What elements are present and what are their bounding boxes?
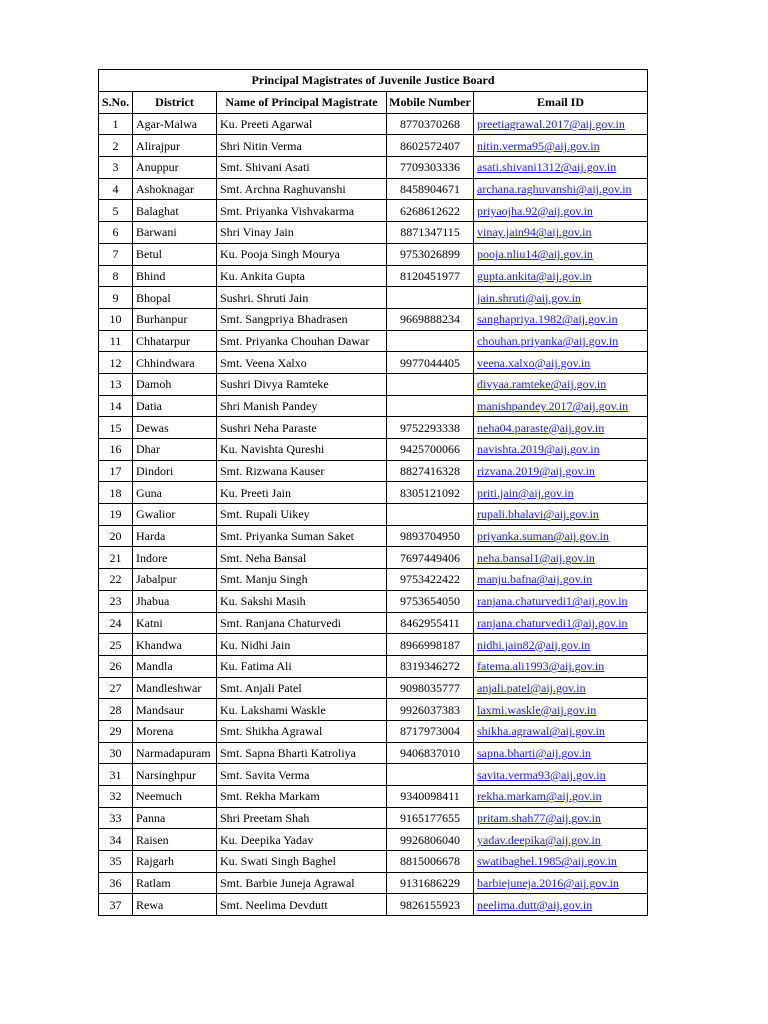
row-magistrate-name: Ku. Sakshi Masih: [217, 590, 387, 612]
table-row: [99, 352, 648, 374]
table-row: [99, 894, 648, 916]
row-district: Burhanpur: [133, 308, 217, 330]
row-email-cell: [474, 178, 648, 200]
row-district: Mandsaur: [133, 699, 217, 721]
email-link[interactable]: manishpandey.2017@aij.gov.in: [477, 398, 629, 413]
row-magistrate-name: Smt. Archna Raghuvanshi: [217, 178, 387, 200]
email-link[interactable]: neelima.dutt@aij.gov.in: [477, 897, 593, 912]
row-magistrate-name: Ku. Pooja Singh Mourya: [217, 243, 387, 265]
row-sno: 7: [99, 243, 133, 265]
row-sno: 37: [99, 894, 133, 916]
row-district: Barwani: [133, 222, 217, 244]
row-mobile-number: 8462955411: [387, 612, 474, 634]
row-email-cell: [474, 634, 648, 656]
row-mobile-number: 9926806040: [387, 829, 474, 851]
row-sno: 5: [99, 200, 133, 222]
row-mobile-number: 8717973004: [387, 720, 474, 742]
row-email-cell: [474, 872, 648, 894]
row-mobile-number: 9098035777: [387, 677, 474, 699]
row-email-cell: [474, 504, 648, 526]
row-district: Balaghat: [133, 200, 217, 222]
email-link[interactable]: gupta.ankita@aij.gov.in: [477, 268, 592, 283]
table-row: [99, 113, 648, 135]
row-sno: 31: [99, 764, 133, 786]
row-email-cell: [474, 222, 648, 244]
row-magistrate-name: Ku. Deepika Yadav: [217, 829, 387, 851]
row-sno: 4: [99, 178, 133, 200]
table-row: [99, 135, 648, 157]
row-sno: 21: [99, 547, 133, 569]
row-sno: 12: [99, 352, 133, 374]
table-row: [99, 373, 648, 395]
magistrates-table: [98, 69, 648, 916]
row-district: Chhatarpur: [133, 330, 217, 352]
table-row: [99, 200, 648, 222]
row-mobile-number: 8827416328: [387, 460, 474, 482]
row-district: Datia: [133, 395, 217, 417]
email-link[interactable]: nitin.verma95@aij.gov.in: [477, 138, 600, 153]
row-district: Dewas: [133, 417, 217, 439]
row-email-cell: [474, 157, 648, 179]
email-link[interactable]: divyaa.ramteke@aij.gov.in: [477, 377, 607, 392]
row-sno: 11: [99, 330, 133, 352]
row-magistrate-name: Smt. Shikha Agrawal: [217, 720, 387, 742]
row-sno: 15: [99, 417, 133, 439]
row-sno: 23: [99, 590, 133, 612]
row-email-cell: [474, 439, 648, 461]
row-district: Ratlam: [133, 872, 217, 894]
email-link[interactable]: swatibaghel.1985@aij.gov.in: [477, 854, 617, 869]
row-magistrate-name: Ku. Ankita Gupta: [217, 265, 387, 287]
row-mobile-number: [387, 395, 474, 417]
email-link[interactable]: savita.verma93@aij.gov.in: [477, 767, 606, 782]
table-row: [99, 157, 648, 179]
table-row: [99, 807, 648, 829]
row-sno: 6: [99, 222, 133, 244]
row-email-cell: [474, 764, 648, 786]
row-district: Raisen: [133, 829, 217, 851]
row-sno: 10: [99, 308, 133, 330]
row-district: Panna: [133, 807, 217, 829]
row-magistrate-name: Smt. Rekha Markam: [217, 786, 387, 808]
row-mobile-number: [387, 764, 474, 786]
email-link[interactable]: vinay.jain94@aij.gov.in: [477, 225, 592, 240]
table-row: [99, 742, 648, 764]
email-link[interactable]: barbiejuneja.2016@aij.gov.in: [477, 876, 619, 891]
table-row: [99, 460, 648, 482]
row-mobile-number: 9165177655: [387, 807, 474, 829]
row-district: Agar-Malwa: [133, 113, 217, 135]
page-title: Principal Magistrates of Juvenile Justice Board: [99, 70, 648, 92]
row-mobile-number: [387, 330, 474, 352]
row-magistrate-name: Ku. Nidhi Jain: [217, 634, 387, 656]
row-district: Bhopal: [133, 287, 217, 309]
table-row: [99, 287, 648, 309]
row-mobile-number: 7709303336: [387, 157, 474, 179]
table-row: [99, 677, 648, 699]
row-sno: 34: [99, 829, 133, 851]
row-district: Khandwa: [133, 634, 217, 656]
row-district: Narsinghpur: [133, 764, 217, 786]
row-email-cell: [474, 699, 648, 721]
row-email-cell: [474, 352, 648, 374]
email-link[interactable]: pooja.nliu14@aij.gov.in: [477, 247, 593, 262]
row-district: Harda: [133, 525, 217, 547]
email-link[interactable]: rupali.bhalavi@aij.gov.in: [477, 507, 599, 522]
email-link[interactable]: chouhan.priyanka@aij.gov.in: [477, 333, 619, 348]
row-sno: 18: [99, 482, 133, 504]
email-link[interactable]: pritam.shah77@aij.gov.in: [477, 811, 601, 826]
row-sno: 27: [99, 677, 133, 699]
row-district: Chhindwara: [133, 352, 217, 374]
column-header-district: District: [133, 91, 217, 113]
row-mobile-number: 8602572407: [387, 135, 474, 157]
row-email-cell: [474, 330, 648, 352]
email-link[interactable]: manju.bafna@aij.gov.in: [477, 572, 593, 587]
row-sno: 9: [99, 287, 133, 309]
row-sno: 28: [99, 699, 133, 721]
row-district: Neemuch: [133, 786, 217, 808]
row-email-cell: [474, 482, 648, 504]
row-district: Jabalpur: [133, 569, 217, 591]
email-link[interactable]: asati.shivani1312@aij.gov.in: [477, 160, 617, 175]
email-link[interactable]: neha.bansal1@aij.gov.in: [477, 550, 595, 565]
row-district: Bhind: [133, 265, 217, 287]
email-link[interactable]: rekha.markam@aij.gov.in: [477, 789, 602, 804]
row-email-cell: [474, 395, 648, 417]
row-mobile-number: 9425700066: [387, 439, 474, 461]
row-sno: 16: [99, 439, 133, 461]
header-row: [99, 91, 648, 113]
column-header-sno: S.No.: [99, 91, 133, 113]
row-mobile-number: 9753026899: [387, 243, 474, 265]
row-district: Narmadapuram: [133, 742, 217, 764]
table-row: [99, 525, 648, 547]
row-email-cell: [474, 243, 648, 265]
row-sno: 24: [99, 612, 133, 634]
table-row: [99, 786, 648, 808]
email-link[interactable]: veena.xalxo@aij.gov.in: [477, 355, 591, 370]
row-magistrate-name: Ku. Lakshami Waskle: [217, 699, 387, 721]
row-district: Damoh: [133, 373, 217, 395]
row-sno: 36: [99, 872, 133, 894]
row-mobile-number: 9340098411: [387, 786, 474, 808]
row-email-cell: [474, 525, 648, 547]
row-district: Dindori: [133, 460, 217, 482]
table-row: [99, 590, 648, 612]
row-email-cell: [474, 677, 648, 699]
row-magistrate-name: Smt. Sapna Bharti Katroliya: [217, 742, 387, 764]
row-mobile-number: 9752293338: [387, 417, 474, 439]
row-sno: 32: [99, 786, 133, 808]
row-magistrate-name: Smt. Barbie Juneja Agrawal: [217, 872, 387, 894]
row-sno: 1: [99, 113, 133, 135]
row-mobile-number: 6268612622: [387, 200, 474, 222]
row-magistrate-name: Smt. Ranjana Chaturvedi: [217, 612, 387, 634]
row-sno: 33: [99, 807, 133, 829]
table-row: [99, 547, 648, 569]
row-email-cell: [474, 807, 648, 829]
row-sno: 19: [99, 504, 133, 526]
table-row: [99, 243, 648, 265]
row-district: Ashoknagar: [133, 178, 217, 200]
email-link[interactable]: sanghapriya.1982@aij.gov.in: [477, 312, 618, 327]
table-body: [99, 113, 648, 915]
email-link[interactable]: rizvana.2019@aij.gov.in: [477, 464, 595, 479]
row-email-cell: [474, 894, 648, 916]
row-magistrate-name: Ku. Fatima Ali: [217, 655, 387, 677]
row-magistrate-name: Sushri Neha Paraste: [217, 417, 387, 439]
row-mobile-number: [387, 504, 474, 526]
email-link[interactable]: fatema.ali1993@aij.gov.in: [477, 659, 605, 674]
row-magistrate-name: Smt. Rupali Uikey: [217, 504, 387, 526]
table-row: [99, 330, 648, 352]
email-link[interactable]: shikha.agrawal@aij.gov.in: [477, 724, 605, 739]
row-email-cell: [474, 612, 648, 634]
row-mobile-number: 8458904671: [387, 178, 474, 200]
email-link[interactable]: priyaojha.92@aij.gov.in: [477, 203, 593, 218]
email-link[interactable]: jain.shruti@aij.gov.in: [477, 290, 581, 305]
row-email-cell: [474, 720, 648, 742]
column-header-name: Name of Principal Magistrate: [217, 91, 387, 113]
row-email-cell: [474, 460, 648, 482]
table-row: [99, 612, 648, 634]
row-sno: 3: [99, 157, 133, 179]
row-email-cell: [474, 308, 648, 330]
row-sno: 14: [99, 395, 133, 417]
row-mobile-number: 8815006678: [387, 851, 474, 873]
row-mobile-number: 9893704950: [387, 525, 474, 547]
row-mobile-number: 8120451977: [387, 265, 474, 287]
row-district: Morena: [133, 720, 217, 742]
row-district: Katni: [133, 612, 217, 634]
row-email-cell: [474, 265, 648, 287]
row-mobile-number: 9826155923: [387, 894, 474, 916]
row-magistrate-name: Smt. Manju Singh: [217, 569, 387, 591]
row-magistrate-name: Sushri. Shruti Jain: [217, 287, 387, 309]
row-magistrate-name: Smt. Veena Xalxo: [217, 352, 387, 374]
row-magistrate-name: Shri Nitin Verma: [217, 135, 387, 157]
row-email-cell: [474, 135, 648, 157]
row-email-cell: [474, 569, 648, 591]
row-district: Indore: [133, 547, 217, 569]
table-row: [99, 569, 648, 591]
row-email-cell: [474, 113, 648, 135]
row-sno: 25: [99, 634, 133, 656]
row-email-cell: [474, 547, 648, 569]
row-mobile-number: 7697449406: [387, 547, 474, 569]
table-row: [99, 439, 648, 461]
table-row: [99, 655, 648, 677]
row-district: Mandleshwar: [133, 677, 217, 699]
row-sno: 30: [99, 742, 133, 764]
table-row: [99, 222, 648, 244]
row-mobile-number: 8319346272: [387, 655, 474, 677]
email-link[interactable]: yadav.deepika@aij.gov.in: [477, 832, 601, 847]
row-magistrate-name: Smt. Priyanka Suman Saket: [217, 525, 387, 547]
row-magistrate-name: Smt. Neha Bansal: [217, 547, 387, 569]
row-email-cell: [474, 742, 648, 764]
row-mobile-number: [387, 373, 474, 395]
email-link[interactable]: archana.raghuvanshi@aij.gov.in: [477, 182, 632, 197]
table-row: [99, 872, 648, 894]
table-row: [99, 417, 648, 439]
row-sno: 26: [99, 655, 133, 677]
column-header-mobile: Mobile Number: [387, 91, 474, 113]
email-link[interactable]: sapna.bharti@aij.gov.in: [477, 745, 591, 760]
row-magistrate-name: Smt. Rizwana Kauser: [217, 460, 387, 482]
row-mobile-number: 8305121092: [387, 482, 474, 504]
table-row: [99, 764, 648, 786]
row-district: Gwalior: [133, 504, 217, 526]
row-magistrate-name: Sushri Divya Ramteke: [217, 373, 387, 395]
row-mobile-number: 8966998187: [387, 634, 474, 656]
row-magistrate-name: Ku. Preeti Jain: [217, 482, 387, 504]
row-magistrate-name: Smt. Priyanka Chouhan Dawar: [217, 330, 387, 352]
row-sno: 8: [99, 265, 133, 287]
row-magistrate-name: Smt. Priyanka Vishvakarma: [217, 200, 387, 222]
row-sno: 22: [99, 569, 133, 591]
email-link[interactable]: preetiagrawal.2017@aij.gov.in: [477, 117, 625, 132]
email-link[interactable]: neha04.paraste@aij.gov.in: [477, 420, 605, 435]
row-magistrate-name: Shri Manish Pandey: [217, 395, 387, 417]
row-magistrate-name: Smt. Sangpriya Bhadrasen: [217, 308, 387, 330]
row-mobile-number: 9753654050: [387, 590, 474, 612]
row-email-cell: [474, 655, 648, 677]
table-row: [99, 504, 648, 526]
row-district: Mandla: [133, 655, 217, 677]
table-row: [99, 720, 648, 742]
row-sno: 20: [99, 525, 133, 547]
row-district: Jhabua: [133, 590, 217, 612]
row-email-cell: [474, 851, 648, 873]
email-link[interactable]: anjali.patel@aij.gov.in: [477, 680, 586, 695]
row-sno: 17: [99, 460, 133, 482]
row-mobile-number: 8770370268: [387, 113, 474, 135]
row-email-cell: [474, 590, 648, 612]
row-district: Anuppur: [133, 157, 217, 179]
email-link[interactable]: priti.jain@aij.gov.in: [477, 485, 574, 500]
table-row: [99, 851, 648, 873]
row-district: Dhar: [133, 439, 217, 461]
column-header-email: Email ID: [474, 91, 648, 113]
email-link[interactable]: ranjana.chaturvedi1@aij.gov.in: [477, 594, 628, 609]
table-row: [99, 699, 648, 721]
row-magistrate-name: Smt. Anjali Patel: [217, 677, 387, 699]
row-email-cell: [474, 200, 648, 222]
row-mobile-number: 9406837010: [387, 742, 474, 764]
email-link[interactable]: laxmi.waskle@aij.gov.in: [477, 702, 597, 717]
table-row: [99, 178, 648, 200]
row-sno: 35: [99, 851, 133, 873]
row-district: Rewa: [133, 894, 217, 916]
row-magistrate-name: Ku. Swati Singh Baghel: [217, 851, 387, 873]
row-mobile-number: 9926037383: [387, 699, 474, 721]
row-mobile-number: 9753422422: [387, 569, 474, 591]
table-row: [99, 829, 648, 851]
email-link[interactable]: priyanka.suman@aij.gov.in: [477, 529, 609, 544]
row-sno: 2: [99, 135, 133, 157]
row-magistrate-name: Smt. Neelima Devdutt: [217, 894, 387, 916]
row-district: Alirajpur: [133, 135, 217, 157]
row-sno: 13: [99, 373, 133, 395]
email-link[interactable]: ranjana.chaturvedi1@aij.gov.in: [477, 615, 628, 630]
row-magistrate-name: Ku. Preeti Agarwal: [217, 113, 387, 135]
row-district: Guna: [133, 482, 217, 504]
row-magistrate-name: Ku. Navishta Qureshi: [217, 439, 387, 461]
email-link[interactable]: nidhi.jain82@aij.gov.in: [477, 637, 591, 652]
title-row: [99, 70, 648, 92]
row-mobile-number: 9977044405: [387, 352, 474, 374]
table-row: [99, 395, 648, 417]
row-mobile-number: 8871347115: [387, 222, 474, 244]
row-magistrate-name: Shri Vinay Jain: [217, 222, 387, 244]
table-row: [99, 265, 648, 287]
row-magistrate-name: Smt. Shivani Asati: [217, 157, 387, 179]
row-magistrate-name: Smt. Savita Verma: [217, 764, 387, 786]
row-mobile-number: [387, 287, 474, 309]
table-row: [99, 308, 648, 330]
row-email-cell: [474, 786, 648, 808]
row-magistrate-name: Shri Preetam Shah: [217, 807, 387, 829]
row-email-cell: [474, 287, 648, 309]
row-mobile-number: 9669888234: [387, 308, 474, 330]
email-link[interactable]: navishta.2019@aij.gov.in: [477, 442, 600, 457]
row-sno: 29: [99, 720, 133, 742]
row-district: Rajgarh: [133, 851, 217, 873]
table-row: [99, 634, 648, 656]
row-email-cell: [474, 417, 648, 439]
row-mobile-number: 9131686229: [387, 872, 474, 894]
table-row: [99, 482, 648, 504]
row-district: Betul: [133, 243, 217, 265]
row-email-cell: [474, 373, 648, 395]
row-email-cell: [474, 829, 648, 851]
